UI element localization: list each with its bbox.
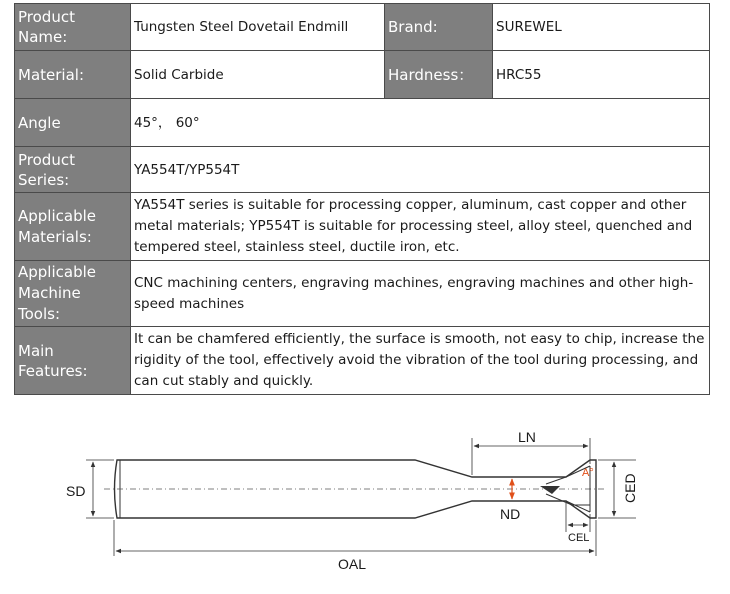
brand-value: SUREWEL: [493, 4, 710, 51]
material-value: Solid Carbide: [131, 51, 385, 99]
applicable-materials-line: metal materials; YP554T is suitable for processing steel, alloy steel, quenched and: [134, 218, 693, 234]
sd-label: SD: [66, 483, 86, 499]
machine-tools-label: [15, 261, 131, 327]
hardness-label: Hardness：: [385, 51, 493, 99]
features-label: Main Features:: [15, 327, 131, 395]
angle-value: 45°， 60°: [131, 99, 710, 147]
product-name-value: Tungsten Steel Dovetail Endmill: [131, 4, 385, 51]
brand-label: Brand:: [385, 4, 493, 51]
features-value: [131, 327, 710, 395]
row-main-features: [15, 327, 710, 395]
angle-mark: A°: [582, 467, 594, 479]
spec-table: [14, 3, 710, 395]
applicable-materials-label-line: Applicable: [18, 206, 96, 225]
row-product-name: [15, 4, 710, 51]
applicable-materials-line: tempered steel, stainless steel, ductile iron, etc.: [134, 239, 460, 255]
applicable-materials-label-line: Materials:: [18, 227, 92, 246]
endmill-dimension-diagram: [0, 415, 730, 594]
angle-label: Angle: [15, 99, 131, 147]
machine-tools-line: speed machines: [134, 295, 245, 312]
applicable-materials-value: [131, 193, 710, 261]
machine-tools-label-line: Machine Tools:: [18, 284, 81, 323]
features-line: It can be chamfered efficiently, the surface is smooth, not easy to chip, increase the: [134, 331, 705, 347]
machine-tools-line: CNC machining centers, engraving machines, engraving machines and other high-: [134, 274, 694, 291]
nd-label: ND: [500, 506, 521, 522]
row-angle: [15, 99, 710, 147]
machine-tools-value: [131, 261, 710, 327]
row-product-series: [15, 147, 710, 193]
row-applicable-materials: [15, 193, 710, 261]
machine-tools-label-line: Applicable: [18, 263, 96, 281]
product-name-label: Product Name:: [15, 4, 131, 51]
series-value: YA554T/YP554T: [131, 147, 710, 193]
cel-label: CEL: [568, 532, 590, 544]
ln-label: LN: [518, 429, 536, 445]
features-line: rigidity of the tool, effectively avoid the vibration of the tool during processing, and: [134, 352, 699, 368]
applicable-materials-label: [15, 193, 131, 261]
applicable-materials-line: YA554T series is suitable for processing copper, aluminum, cast copper and other: [134, 197, 687, 213]
oal-label: OAL: [338, 556, 367, 572]
row-machine-tools: [15, 261, 710, 327]
row-material: [15, 51, 710, 99]
series-label: Product Series:: [15, 147, 131, 193]
features-line: can cut stably and quickly.: [134, 373, 314, 389]
hardness-value: HRC55: [493, 51, 710, 99]
ced-label: CED: [622, 473, 638, 503]
material-label: Material:: [15, 51, 131, 99]
